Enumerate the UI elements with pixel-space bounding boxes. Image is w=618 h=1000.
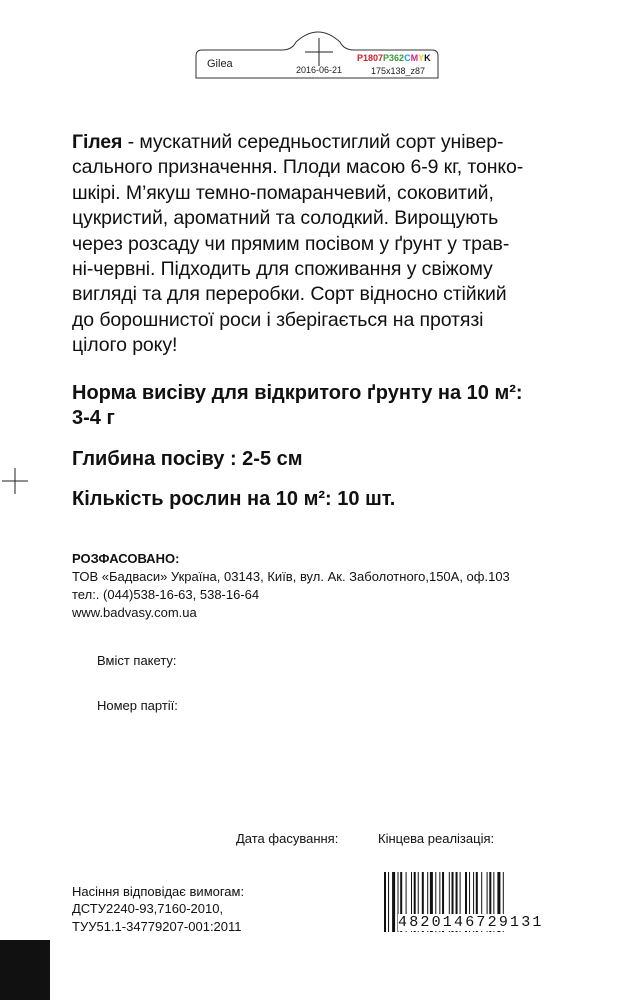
packer-website: www.badvasy.com.ua [72,605,197,620]
standards-heading: Насіння відповідає вимогам: [72,884,245,899]
print-tab-name: Gilea [207,58,233,70]
description-line: шкірі. М’якуш темно-помаранчевий, соковитий, [72,181,494,204]
color-code: K [424,53,431,63]
corner-print-mark [0,940,50,1000]
pack-date-label: Дата фасування: [236,831,339,846]
standards-tuu: ТУУ51.1-34779207-001:2011 [72,919,242,934]
color-code: M [410,53,419,63]
color-code: C [404,53,411,63]
description-line: ні-червні. Підходить для споживання у свіжому [72,258,493,281]
variety-description [72,130,572,359]
color-code: P362 [383,53,405,63]
description-line-1: Гілея - мускатний середньостиглий сорт універ- [72,131,504,153]
description-line: сального призначення. Плоди масою 6-9 кг, тонко- [72,156,524,179]
description-line: цукристий, ароматний та солодкий. Вирощують [72,207,499,230]
description-line: вигляді та для переробки. Сорт відносно стійкий [72,283,507,306]
packer-phone: тел:. (044)538-16-63, 538-16-64 [72,587,260,602]
sowing-norm-label: Норма висіву для відкритого ґрунту на 10 м²: [72,382,523,404]
print-tab-size: 175x138_z87 [371,66,426,76]
color-code: P1807 [357,53,384,63]
registration-crosshair-icon [2,468,28,494]
description-line: цілого року! [72,334,178,357]
registration-crosshair-icon [305,38,333,66]
packer-address: ТОВ «Бадваси» Україна, 03143, Київ, вул. Ак. Заболотного,150А, оф.103 [72,569,510,584]
standards-dstu: ДСТУ2240-93,7160-2010, [72,901,224,916]
sowing-norm-value: 3-4 г [72,407,115,429]
color-code: Y [418,53,425,63]
plant-count: Кількість рослин на 10 м²: 10 шт. [72,488,396,510]
description-line: до борошнистої роси і зберігається на протязі [72,308,484,331]
package-content-label: Вміст пакету: [97,653,177,668]
print-tab-date: 2016-06-21 [296,65,343,75]
sowing-depth: Глибина посіву : 2-5 см [72,448,303,470]
barcode-number: 4820146729131 [398,914,544,931]
print-color-codes [357,53,431,63]
description-line: через розсаду чи прямим посівом у ґрунт у трав- [72,232,510,255]
variety-name: Гілея [72,131,123,153]
batch-number-label: Номер партії: [97,698,178,713]
packed-by-heading: РОЗФАСОВАНО: [72,551,180,566]
expiry-label: Кінцева реалізація: [378,831,495,846]
